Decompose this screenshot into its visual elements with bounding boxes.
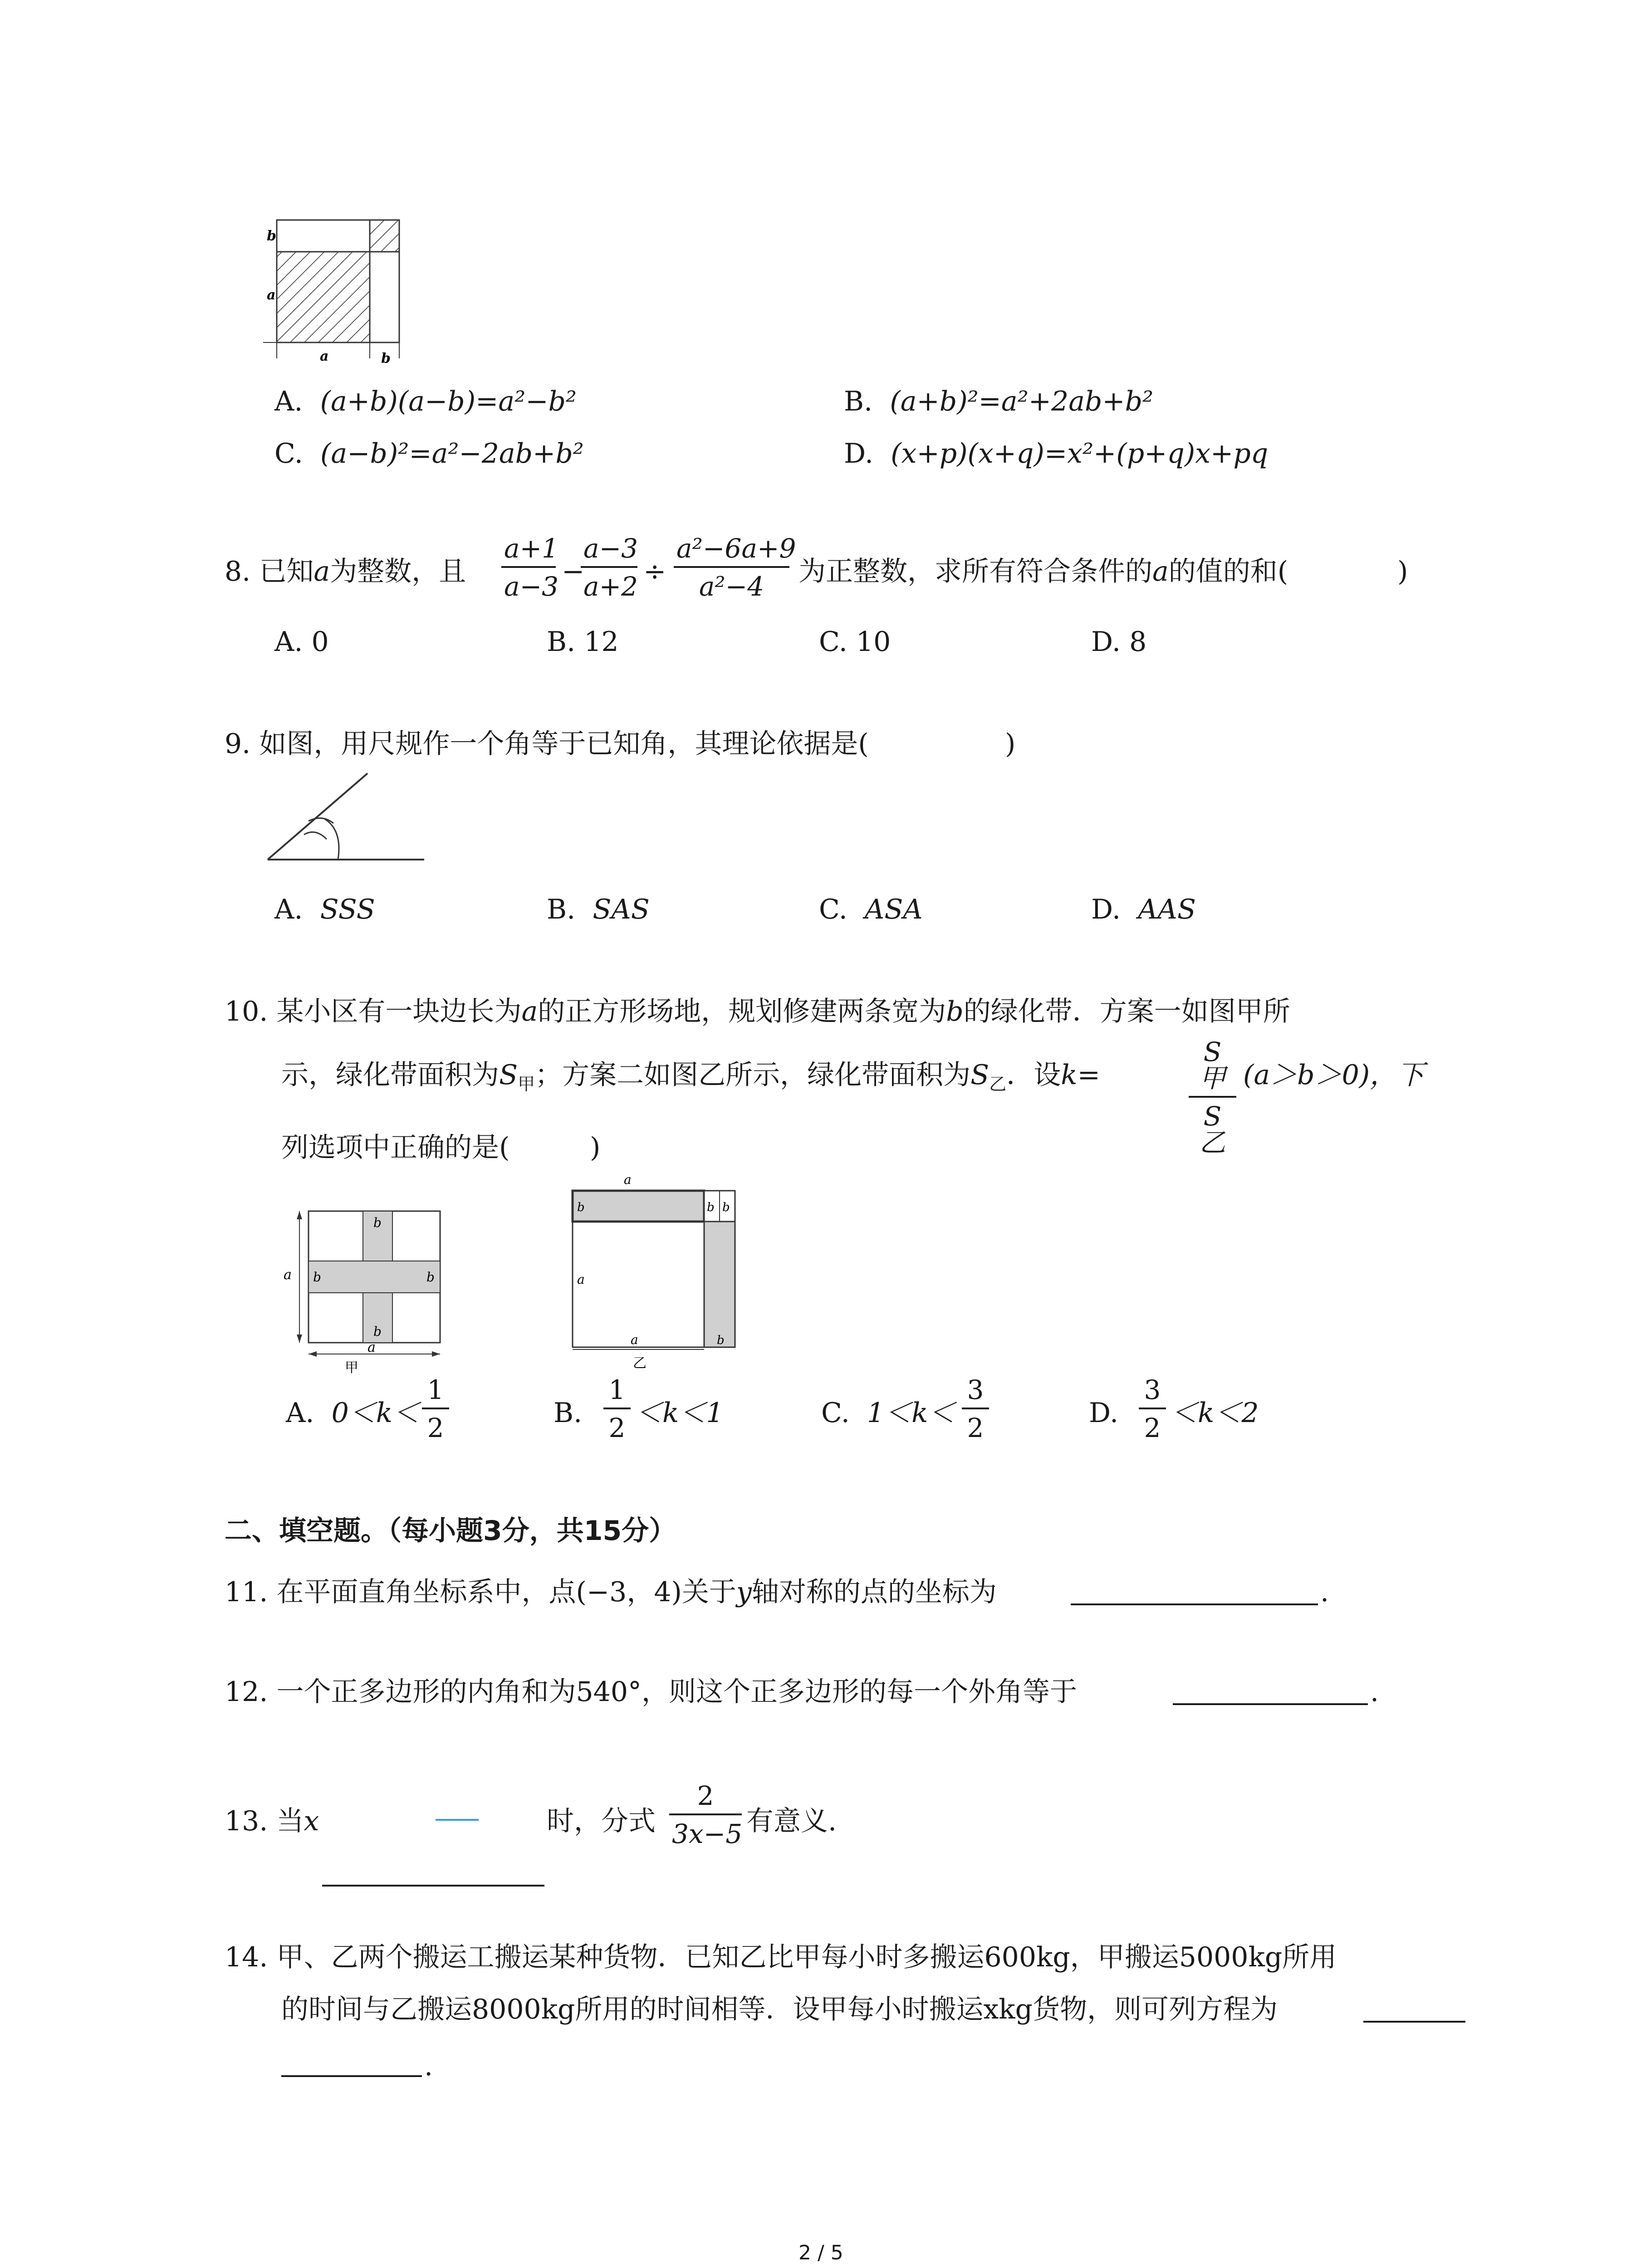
q10-jia-caption: 甲 <box>345 1360 358 1376</box>
q14-answer-blank-1[interactable] <box>1363 2021 1465 2023</box>
q9-option-b-letter: B. <box>547 894 576 925</box>
q10-sub-yi: 乙 <box>989 1074 1007 1094</box>
q10-condition: (a＞b＞0)，下 <box>1243 1059 1425 1091</box>
q9-angle-construction-figure <box>259 762 440 866</box>
q10-line3: 列选项中正确的是( <box>281 1132 510 1163</box>
q13-frac-den: 3x−5 <box>672 1818 743 1849</box>
q8-option-c[interactable]: C. 10 <box>819 626 891 658</box>
q10-option-d-den: 2 <box>1144 1413 1161 1443</box>
q11-text2: 轴对称的点的坐标为 <box>751 1576 997 1608</box>
q10-figure-yi <box>563 1170 753 1379</box>
q7-option-b-letter: B. <box>844 386 873 417</box>
q9-option-d[interactable] <box>1091 896 1196 923</box>
q10-option-a-frac <box>422 1374 449 1443</box>
q8-frac2-num: a−3 <box>583 533 638 564</box>
q10-var-b: b <box>946 996 964 1027</box>
q10-line2-b: ；方案二如图乙所示，绿化带面积为 <box>535 1059 971 1091</box>
q7-option-a-text: (a+b)(a−b)=a²−b² <box>320 386 577 417</box>
q10-option-c-num: 3 <box>967 1374 984 1405</box>
q10-option-b-num: 1 <box>608 1374 626 1405</box>
q10-option-a[interactable] <box>286 1399 420 1427</box>
q8-frac1-den: a−3 <box>504 571 559 602</box>
q10-k-fraction <box>1189 1036 1236 1158</box>
q7-option-d[interactable] <box>844 440 1268 467</box>
q8-stem-part1 <box>225 558 466 585</box>
q7-option-a-letter: A. <box>274 386 303 417</box>
q8-lead: 已知 <box>259 556 314 587</box>
q10-s-yi: S <box>970 1059 989 1091</box>
q10-option-c-pre: 1＜k＜ <box>867 1397 955 1429</box>
q12-end: . <box>1370 1676 1379 1708</box>
q10-option-d-num: 3 <box>1144 1374 1161 1405</box>
q10-line1-b: 的正方形场地，规划修建两条宽为 <box>538 996 946 1027</box>
q10-frac-num: S甲 <box>1199 1036 1226 1094</box>
q13-frac-num: 2 <box>697 1780 714 1811</box>
q9-option-d-letter: D. <box>1091 894 1121 925</box>
q13-text: 时，分式 <box>547 1805 656 1837</box>
q7-label-b-left: b <box>267 228 276 244</box>
q9-option-a-text: SSS <box>320 894 375 925</box>
q7-option-c-letter: C. <box>274 438 303 469</box>
q9-close-paren: ) <box>1005 728 1016 760</box>
q14-end: . <box>424 2050 433 2082</box>
q8-minus: − <box>562 556 585 587</box>
q8-fraction-1 <box>501 533 559 602</box>
q9-option-c-letter: C. <box>819 894 847 925</box>
q10-var-a: a <box>521 996 538 1027</box>
section-2-title: 二、填空题。（每小题3分，共15分） <box>225 1515 676 1547</box>
q10-option-d-letter: D. <box>1089 1397 1119 1429</box>
q14-line-1: 14. 甲、乙两个搬运工搬运某种货物．已知乙比甲每小时多搬运600kg，甲搬运5000kg所用 <box>225 1941 1337 1973</box>
q10-figure-jia <box>277 1198 449 1388</box>
q10-option-c-den: 2 <box>967 1413 984 1443</box>
q9-option-d-text: AAS <box>1138 894 1196 925</box>
q14-answer-blank-2[interactable] <box>281 2075 422 2077</box>
q10-option-b-den: 2 <box>608 1413 626 1443</box>
q8-stem-part2 <box>798 558 1288 585</box>
page-number: 2 / 5 <box>798 2241 843 2264</box>
q10-sub-jia: 甲 <box>518 1074 535 1094</box>
q11-stem <box>225 1576 997 1608</box>
q10-line-1 <box>225 998 1290 1025</box>
q10-option-b-letter: B. <box>554 1397 583 1429</box>
q9-option-a[interactable] <box>274 896 375 923</box>
q10-option-b-post: ＜k＜1 <box>635 1397 724 1429</box>
q8-fraction-3 <box>674 533 796 602</box>
q10-yi-label-b-top-r1: b <box>707 1201 715 1214</box>
q8-fraction-2 <box>581 535 637 600</box>
q9-option-a-letter: A. <box>274 894 303 925</box>
q10-option-b-frac <box>603 1374 631 1443</box>
q10-yi-label-b-top-left: b <box>577 1201 585 1214</box>
q10-option-a-den: 2 <box>427 1413 444 1443</box>
q9-option-c[interactable] <box>819 896 923 923</box>
q10-line2-c: ．设 <box>1006 1059 1061 1091</box>
q7-label-a-left: a <box>267 287 276 303</box>
q13-end: 有意义. <box>746 1805 837 1837</box>
q8-frac3-den: a²−4 <box>699 571 764 602</box>
q10-jia-label-b1: b <box>373 1215 382 1230</box>
q9-option-c-text: ASA <box>865 894 923 925</box>
q10-jia-label-a-left: a <box>284 1267 292 1283</box>
q7-hatched-big <box>277 252 370 342</box>
q11-text: 11. 在平面直角坐标系中，点(−3，4)关于 <box>225 1576 736 1608</box>
q12-answer-blank[interactable] <box>1173 1703 1368 1705</box>
q7-option-a[interactable] <box>274 388 577 415</box>
q8-option-a[interactable]: A. 0 <box>274 626 329 658</box>
q10-jia-label-b2: b <box>313 1270 321 1285</box>
q7-label-b-bottom: b <box>381 351 391 367</box>
q7-square-figure <box>254 209 417 372</box>
q13-lead <box>225 1805 319 1837</box>
q8-option-d[interactable]: D. 8 <box>1091 626 1147 658</box>
q10-yi-caption: 乙 <box>633 1355 647 1371</box>
q7-option-d-letter: D. <box>844 438 874 469</box>
q10-yi-label-a-left: a <box>577 1272 585 1287</box>
q10-option-c-letter: C. <box>821 1397 850 1429</box>
q7-label-a-bottom: a <box>320 348 329 364</box>
q10-line-2 <box>281 1061 1100 1093</box>
q13-dash <box>436 1819 479 1821</box>
q10-option-a-letter: A. <box>286 1397 314 1429</box>
q11-end: . <box>1320 1576 1329 1608</box>
q8-text2: 为正整数，求所有符合条件的 <box>798 556 1152 587</box>
q10-yi-label-a-bottom: a <box>631 1332 638 1347</box>
q10-eq: = <box>1077 1059 1100 1091</box>
q10-s-jia: S <box>499 1059 518 1091</box>
q8-frac2-den: a+2 <box>583 571 638 602</box>
q8-number: 8. <box>225 556 251 587</box>
q10-option-d-post: ＜k＜2 <box>1171 1397 1259 1429</box>
q10-line2-a: 示，绿化带面积为 <box>281 1059 499 1091</box>
q10-jia-label-b3: b <box>426 1270 435 1285</box>
q13-fraction <box>669 1780 743 1849</box>
q12-stem: 12. 一个正多边形的内角和为540°，则这个正多边形的每一个外角等于 <box>225 1676 1078 1708</box>
q10-line1-a: 10. 某小区有一块边长为 <box>225 996 522 1027</box>
q14-line-2: 的时间与乙搬运8000kg所用的时间相等．设甲每小时搬运xkg货物，则可列方程为 <box>281 1994 1278 2025</box>
q11-var-y: y <box>736 1576 752 1608</box>
q10-option-c-frac <box>962 1374 989 1443</box>
q9-stem: 9. 如图，用尺规作一个角等于已知角，其理论依据是( <box>225 728 869 760</box>
q8-text1: 为整数，且 <box>330 556 466 587</box>
q10-var-k: k <box>1061 1059 1078 1091</box>
q10-jia-horizontal-band <box>309 1261 440 1293</box>
q10-option-a-pre: 0＜k＜ <box>331 1397 420 1429</box>
q10-yi-top-band <box>573 1191 704 1222</box>
q10-option-c[interactable] <box>821 1399 955 1427</box>
q10-close-paren: ) <box>590 1132 601 1163</box>
q10-yi-label-a-top: a <box>624 1172 632 1187</box>
q13-lead-text: 13. 当 <box>225 1805 304 1837</box>
q13-var-x: x <box>304 1805 319 1837</box>
q7-option-b[interactable] <box>844 388 1153 415</box>
q10-option-b[interactable] <box>554 1399 582 1427</box>
q13-answer-blank[interactable] <box>322 1885 544 1887</box>
q7-option-d-text: (x+p)(x+q)=x²+(p+q)x+pq <box>891 438 1269 469</box>
q10-jia-label-a-bottom: a <box>367 1339 376 1355</box>
q10-yi-label-b-top-r2: b <box>722 1201 730 1214</box>
q8-var-a: a <box>314 556 330 587</box>
q8-close-paren: ) <box>1397 556 1408 587</box>
q8-var-a2: a <box>1152 556 1169 587</box>
q10-frac-den: S乙 <box>1199 1101 1226 1158</box>
q9-option-b-text: SAS <box>593 894 650 925</box>
q8-divide: ÷ <box>643 556 666 587</box>
q10-option-d[interactable] <box>1089 1399 1118 1427</box>
q10-yi-label-b-bottom: b <box>717 1334 725 1347</box>
q8-text3: 的值的和( <box>1168 556 1288 587</box>
q10-line-3 <box>281 1134 509 1161</box>
q10-option-d-frac <box>1139 1374 1166 1443</box>
q8-frac1-num: a+1 <box>504 533 559 564</box>
q10-option-a-num: 1 <box>427 1374 444 1405</box>
q7-hatched-small <box>370 220 399 252</box>
q7-option-b-text: (a+b)²=a²+2ab+b² <box>890 386 1154 417</box>
q8-option-b[interactable]: B. 12 <box>547 626 619 658</box>
q8-frac3-num: a²−6a+9 <box>676 533 796 564</box>
q11-answer-blank[interactable] <box>1071 1603 1318 1605</box>
q7-option-c-text: (a−b)²=a²−2ab+b² <box>320 438 584 469</box>
q10-jia-label-b4: b <box>373 1324 382 1339</box>
q9-option-b[interactable] <box>547 896 650 923</box>
q10-line1-c: 的绿化带．方案一如图甲所 <box>963 996 1290 1027</box>
q7-option-c[interactable] <box>274 440 584 467</box>
q10-yi-right-band <box>704 1222 735 1347</box>
